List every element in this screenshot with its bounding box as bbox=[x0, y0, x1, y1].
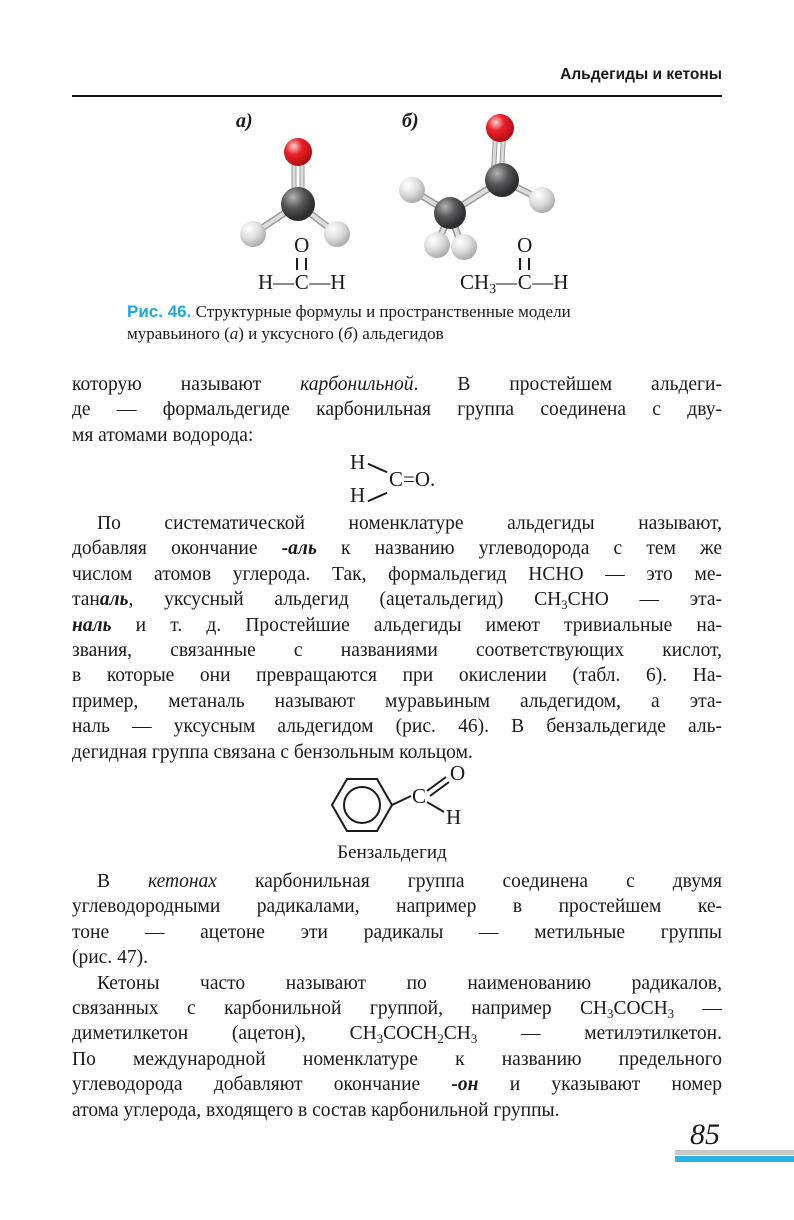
carbon-atom bbox=[434, 197, 466, 229]
text-line: дегидная группа связана с бензольным кольцом. bbox=[72, 741, 473, 763]
running-header: Альдегиды и кетоны bbox=[560, 66, 722, 83]
acetaldehyde-structural-formula: O $CH_3—$ C —H bbox=[460, 233, 569, 296]
formaldehyde-scheme bbox=[348, 450, 468, 510]
text-line: в которые они превращаются при окислении (табл. 6). На- bbox=[72, 665, 722, 687]
text-line: тоне — ацетоне эти радикалы — метильные группы bbox=[72, 921, 722, 943]
text-line: наль и т. д. Простейшие альдегиды имеют тривиальные на- bbox=[72, 614, 722, 636]
text-line: звания, связанные с названиями соответствующих кислот, bbox=[72, 640, 722, 662]
footer-bar-cyan bbox=[675, 1156, 794, 1162]
paragraph bbox=[72, 869, 722, 971]
double-bond-symbol bbox=[296, 258, 307, 270]
oxygen-symbol: O bbox=[517, 233, 533, 257]
text-line: (рис. 47). bbox=[72, 947, 148, 969]
double-bond-symbol bbox=[519, 258, 530, 270]
text-line: таналь, уксусный альдегид (ацетальдегид) $CH_3CHO$ — эта- bbox=[72, 589, 723, 613]
hydrogen-atom bbox=[529, 187, 555, 213]
text-line: В кетонах карбонильная группа соединена с двумя bbox=[97, 871, 722, 892]
figure-label-b: б) bbox=[402, 110, 419, 132]
aromatic-circle bbox=[344, 787, 380, 823]
caption-line: муравьиного (а) и уксусного (б) альдегидов bbox=[127, 324, 444, 343]
bond-line bbox=[392, 796, 411, 805]
caption-line: Рис. 46. Структурные формулы и пространственные модели bbox=[127, 302, 571, 321]
text-line: углеводорода добавляют окончание -он и указывают номер bbox=[72, 1074, 723, 1096]
text-line: По международной номенклатуре к названию предельного bbox=[72, 1048, 722, 1070]
carbon-atom bbox=[485, 163, 519, 197]
hydrogen-symbol: H bbox=[446, 805, 462, 829]
body-text-block bbox=[72, 869, 722, 1123]
body-text-block bbox=[72, 511, 722, 765]
figure-label-a: а) bbox=[236, 110, 253, 132]
double-bond-line bbox=[427, 777, 446, 791]
text-line: наль — уксусным альдегидом (рис. 46). В бензальдегиде аль- bbox=[72, 716, 722, 738]
text-line: мя атомами водорода: bbox=[72, 424, 254, 446]
paragraph bbox=[72, 372, 722, 448]
carbonyl-group: C=O. bbox=[389, 467, 436, 491]
text-line: связанных с карбонильной группой, например $CH_3COCH_3$ — bbox=[72, 998, 722, 1022]
body-text-block bbox=[72, 372, 722, 448]
oxygen-atom bbox=[284, 138, 312, 166]
text-line: По систематической номенклатуре альдегиды называют, bbox=[97, 513, 722, 534]
double-bond-line bbox=[430, 782, 449, 796]
hydrogen-symbol: H bbox=[350, 483, 366, 507]
text-line: пример, метаналь называют муравьиным альдегидом, а эта- bbox=[72, 690, 722, 712]
paragraph bbox=[72, 971, 722, 1123]
text-line: атома углерода, входящего в состав карбонильной группы. bbox=[72, 1099, 560, 1121]
benzaldehyde-label: Бензальдегид bbox=[337, 842, 447, 863]
header-rule bbox=[72, 95, 722, 97]
text-line: добавляя окончание -аль к названию углеводорода с тем же bbox=[72, 538, 723, 560]
text-line: которую называют карбонильной. В простейшем альдеги- bbox=[72, 374, 722, 395]
paragraph bbox=[72, 511, 722, 765]
carbon-symbol: C bbox=[412, 784, 427, 808]
benzaldehyde-structure bbox=[305, 758, 475, 844]
text-line: числом атомов углерода. Так, формальдегид HCHO — это ме- bbox=[72, 563, 722, 585]
carbon-atom bbox=[281, 187, 315, 221]
page-number: 85 bbox=[690, 1118, 720, 1151]
text-line: углеводородными радикалами, например в простейшем ке- bbox=[72, 896, 722, 918]
text-line: диметилкетон (ацетон), $CH_3COCH_2CH_3$ — метилэтилкетон. bbox=[72, 1023, 722, 1047]
hydrogen-symbol: H bbox=[350, 450, 366, 474]
figure-caption bbox=[127, 301, 707, 345]
formaldehyde-structural-formula: O H— C —H bbox=[258, 233, 346, 294]
oxygen-symbol: O bbox=[450, 761, 466, 785]
bond-line bbox=[368, 492, 388, 502]
text-line: де — формальдегиде карбонильная группа соединена с дву- bbox=[72, 399, 722, 421]
bond-line bbox=[368, 463, 388, 473]
oxygen-atom bbox=[486, 114, 514, 142]
hydrogen-atom bbox=[424, 232, 450, 258]
bond-line bbox=[427, 802, 444, 812]
hydrogen-atom bbox=[399, 177, 425, 203]
text-line: Кетоны часто называют по наименованию радикалов, bbox=[97, 972, 722, 994]
oxygen-symbol: O bbox=[294, 233, 310, 257]
